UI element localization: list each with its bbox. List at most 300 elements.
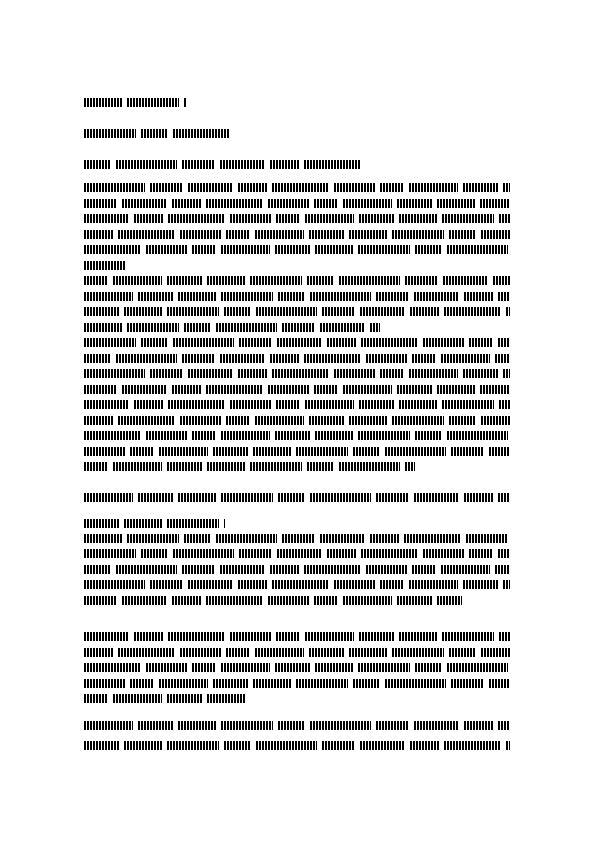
word-glyphs bbox=[376, 721, 409, 730]
word-glyphs bbox=[282, 534, 315, 543]
word-glyphs bbox=[173, 129, 230, 138]
word-glyphs bbox=[409, 183, 458, 192]
word-glyphs bbox=[84, 721, 133, 730]
word-glyphs bbox=[84, 549, 136, 558]
word-glyphs bbox=[349, 648, 387, 657]
word-glyphs bbox=[282, 323, 315, 332]
word-glyphs bbox=[167, 307, 219, 316]
word-glyphs bbox=[270, 565, 299, 574]
word-glyphs bbox=[447, 431, 508, 440]
word-glyphs bbox=[469, 338, 493, 347]
word-glyphs bbox=[385, 679, 446, 688]
word-glyphs bbox=[272, 369, 329, 378]
word-glyphs bbox=[84, 183, 145, 192]
word-glyphs bbox=[415, 431, 442, 440]
word-glyphs bbox=[255, 648, 304, 657]
word-glyphs bbox=[296, 679, 348, 688]
word-glyphs bbox=[255, 230, 304, 239]
word-glyphs bbox=[464, 292, 493, 301]
word-glyphs bbox=[309, 648, 344, 657]
word-glyphs bbox=[113, 462, 162, 471]
text-line bbox=[0, 199, 595, 208]
word-glyphs bbox=[130, 447, 154, 456]
word-glyphs bbox=[216, 534, 277, 543]
word-glyphs bbox=[480, 199, 510, 208]
word-glyphs bbox=[414, 721, 459, 730]
word-glyphs bbox=[122, 199, 167, 208]
word-glyphs bbox=[315, 431, 353, 440]
word-glyphs bbox=[322, 741, 355, 750]
word-glyphs bbox=[392, 648, 444, 657]
word-glyphs bbox=[304, 160, 360, 169]
word-glyphs bbox=[116, 565, 177, 574]
word-glyphs bbox=[84, 276, 108, 285]
word-glyphs bbox=[84, 741, 119, 750]
word-glyphs bbox=[305, 214, 354, 223]
word-glyphs bbox=[320, 323, 365, 332]
word-glyphs bbox=[255, 416, 304, 425]
word-glyphs bbox=[359, 214, 394, 223]
word-glyphs bbox=[84, 385, 117, 394]
word-glyphs bbox=[238, 183, 267, 192]
word-glyphs bbox=[277, 338, 322, 347]
word-glyphs bbox=[464, 721, 493, 730]
word-glyphs bbox=[360, 307, 405, 316]
word-glyphs bbox=[159, 679, 208, 688]
word-glyphs bbox=[315, 663, 353, 672]
word-glyphs bbox=[278, 493, 305, 502]
word-glyphs bbox=[392, 230, 444, 239]
word-glyphs bbox=[84, 663, 141, 672]
word-glyphs bbox=[206, 596, 263, 605]
word-glyphs bbox=[230, 632, 271, 641]
word-glyphs bbox=[334, 183, 375, 192]
word-glyphs bbox=[138, 292, 173, 301]
word-glyphs bbox=[495, 354, 510, 363]
word-glyphs bbox=[122, 385, 167, 394]
word-glyphs bbox=[498, 338, 510, 347]
word-glyphs bbox=[192, 663, 216, 672]
word-glyphs bbox=[451, 679, 484, 688]
word-glyphs bbox=[182, 565, 215, 574]
word-glyphs bbox=[84, 129, 136, 138]
word-glyphs bbox=[84, 98, 122, 107]
text-line bbox=[0, 694, 595, 703]
word-glyphs bbox=[116, 354, 177, 363]
word-glyphs bbox=[253, 679, 291, 688]
word-glyphs bbox=[84, 519, 119, 528]
word-glyphs bbox=[370, 534, 399, 543]
word-glyphs bbox=[380, 369, 404, 378]
word-glyphs bbox=[84, 369, 145, 378]
word-glyphs bbox=[503, 183, 510, 192]
word-glyphs bbox=[206, 199, 263, 208]
word-glyphs bbox=[84, 632, 129, 641]
word-glyphs bbox=[370, 323, 380, 332]
text-line bbox=[0, 679, 595, 688]
word-glyphs bbox=[256, 741, 317, 750]
word-glyphs bbox=[84, 400, 129, 409]
word-glyphs bbox=[444, 307, 501, 316]
word-glyphs bbox=[449, 416, 476, 425]
word-glyphs bbox=[178, 721, 216, 730]
text-line bbox=[0, 632, 595, 641]
word-glyphs bbox=[138, 721, 173, 730]
word-glyphs bbox=[118, 648, 175, 657]
word-glyphs bbox=[167, 741, 219, 750]
word-glyphs bbox=[118, 230, 175, 239]
word-glyphs bbox=[84, 245, 141, 254]
word-glyphs bbox=[124, 307, 162, 316]
word-glyphs bbox=[188, 369, 233, 378]
word-glyphs bbox=[315, 245, 353, 254]
word-glyphs bbox=[349, 230, 387, 239]
word-glyphs bbox=[138, 493, 173, 502]
word-glyphs bbox=[184, 534, 211, 543]
word-glyphs bbox=[84, 694, 108, 703]
word-glyphs bbox=[178, 493, 216, 502]
word-glyphs bbox=[127, 323, 179, 332]
word-glyphs bbox=[310, 292, 371, 301]
text-line bbox=[0, 565, 595, 574]
word-glyphs bbox=[399, 632, 437, 641]
word-glyphs bbox=[366, 565, 407, 574]
word-glyphs bbox=[84, 261, 125, 270]
word-glyphs bbox=[296, 447, 348, 456]
word-glyphs bbox=[238, 369, 267, 378]
word-glyphs bbox=[216, 323, 277, 332]
word-glyphs bbox=[180, 416, 221, 425]
word-glyphs bbox=[366, 354, 407, 363]
word-glyphs bbox=[314, 596, 338, 605]
word-glyphs bbox=[380, 183, 404, 192]
text-line bbox=[0, 98, 595, 107]
word-glyphs bbox=[343, 385, 392, 394]
word-glyphs bbox=[464, 493, 493, 502]
word-glyphs bbox=[150, 183, 183, 192]
word-glyphs bbox=[167, 462, 202, 471]
word-glyphs bbox=[268, 596, 309, 605]
text-line bbox=[0, 369, 595, 378]
word-glyphs bbox=[310, 493, 371, 502]
word-glyphs bbox=[239, 338, 272, 347]
word-glyphs bbox=[327, 549, 356, 558]
word-glyphs bbox=[392, 416, 444, 425]
word-glyphs bbox=[250, 462, 302, 471]
word-glyphs bbox=[334, 580, 375, 589]
word-glyphs bbox=[213, 679, 248, 688]
word-glyphs bbox=[349, 416, 387, 425]
word-glyphs bbox=[84, 214, 129, 223]
word-glyphs bbox=[172, 199, 201, 208]
word-glyphs bbox=[493, 276, 510, 285]
word-glyphs bbox=[84, 230, 113, 239]
word-glyphs bbox=[444, 741, 501, 750]
word-glyphs bbox=[404, 534, 461, 543]
word-glyphs bbox=[466, 534, 507, 543]
word-glyphs bbox=[307, 462, 334, 471]
word-glyphs bbox=[84, 679, 125, 688]
word-glyphs bbox=[224, 519, 225, 528]
word-glyphs bbox=[423, 549, 464, 558]
word-glyphs bbox=[380, 580, 404, 589]
text-line bbox=[0, 519, 595, 528]
word-glyphs bbox=[405, 462, 415, 471]
word-glyphs bbox=[84, 307, 119, 316]
word-glyphs bbox=[405, 276, 438, 285]
word-glyphs bbox=[309, 416, 344, 425]
word-glyphs bbox=[172, 385, 201, 394]
word-glyphs bbox=[343, 596, 392, 605]
word-glyphs bbox=[167, 519, 219, 528]
text-line bbox=[0, 292, 595, 301]
word-glyphs bbox=[499, 400, 510, 409]
word-glyphs bbox=[307, 276, 334, 285]
word-glyphs bbox=[361, 338, 418, 347]
word-glyphs bbox=[167, 694, 202, 703]
word-glyphs bbox=[134, 632, 163, 641]
word-glyphs bbox=[250, 276, 302, 285]
word-glyphs bbox=[220, 160, 265, 169]
word-glyphs bbox=[270, 160, 299, 169]
text-line bbox=[0, 354, 595, 363]
word-glyphs bbox=[412, 565, 436, 574]
word-glyphs bbox=[275, 245, 310, 254]
word-glyphs bbox=[304, 354, 361, 363]
word-glyphs bbox=[159, 447, 208, 456]
word-glyphs bbox=[305, 632, 354, 641]
text-line bbox=[0, 431, 595, 440]
word-glyphs bbox=[113, 276, 162, 285]
word-glyphs bbox=[141, 549, 168, 558]
word-glyphs bbox=[270, 354, 299, 363]
word-glyphs bbox=[221, 292, 273, 301]
word-glyphs bbox=[253, 447, 291, 456]
word-glyphs bbox=[409, 369, 458, 378]
text-line bbox=[0, 549, 595, 558]
word-glyphs bbox=[343, 199, 392, 208]
word-glyphs bbox=[414, 493, 459, 502]
word-glyphs bbox=[180, 648, 221, 657]
word-glyphs bbox=[481, 230, 510, 239]
word-glyphs bbox=[442, 214, 494, 223]
word-glyphs bbox=[495, 565, 510, 574]
word-glyphs bbox=[499, 214, 510, 223]
text-line bbox=[0, 580, 595, 589]
word-glyphs bbox=[118, 416, 175, 425]
word-glyphs bbox=[167, 276, 202, 285]
word-glyphs bbox=[84, 565, 111, 574]
text-line bbox=[0, 183, 595, 192]
word-glyphs bbox=[272, 580, 329, 589]
word-glyphs bbox=[268, 199, 309, 208]
word-glyphs bbox=[221, 493, 273, 502]
word-glyphs bbox=[141, 129, 168, 138]
word-glyphs bbox=[84, 534, 122, 543]
word-glyphs bbox=[127, 98, 179, 107]
word-glyphs bbox=[192, 431, 216, 440]
word-glyphs bbox=[84, 447, 125, 456]
word-glyphs bbox=[309, 230, 344, 239]
word-glyphs bbox=[221, 663, 270, 672]
word-glyphs bbox=[385, 447, 446, 456]
word-glyphs bbox=[84, 323, 122, 332]
word-glyphs bbox=[480, 385, 510, 394]
word-glyphs bbox=[127, 534, 179, 543]
word-glyphs bbox=[334, 369, 375, 378]
word-glyphs bbox=[353, 447, 380, 456]
word-glyphs bbox=[314, 199, 338, 208]
word-glyphs bbox=[173, 549, 234, 558]
text-line bbox=[0, 338, 595, 347]
word-glyphs bbox=[447, 245, 508, 254]
text-line bbox=[0, 447, 595, 456]
word-glyphs bbox=[230, 400, 271, 409]
text-line bbox=[0, 214, 595, 223]
word-glyphs bbox=[469, 549, 493, 558]
word-glyphs bbox=[304, 565, 361, 574]
word-glyphs bbox=[449, 230, 476, 239]
word-glyphs bbox=[503, 580, 510, 589]
word-glyphs bbox=[489, 447, 510, 456]
word-glyphs bbox=[268, 385, 309, 394]
text-line bbox=[0, 160, 595, 169]
word-glyphs bbox=[168, 214, 225, 223]
text-line bbox=[0, 493, 595, 502]
word-glyphs bbox=[360, 741, 405, 750]
word-glyphs bbox=[178, 292, 216, 301]
word-glyphs bbox=[84, 292, 133, 301]
word-glyphs bbox=[358, 663, 410, 672]
word-glyphs bbox=[451, 447, 484, 456]
word-glyphs bbox=[206, 385, 263, 394]
text-line bbox=[0, 276, 595, 285]
word-glyphs bbox=[481, 648, 510, 657]
word-glyphs bbox=[188, 183, 233, 192]
word-glyphs bbox=[278, 292, 305, 301]
word-glyphs bbox=[447, 663, 508, 672]
word-glyphs bbox=[441, 565, 490, 574]
word-glyphs bbox=[226, 416, 250, 425]
text-line bbox=[0, 416, 595, 425]
word-glyphs bbox=[221, 431, 270, 440]
word-glyphs bbox=[275, 431, 310, 440]
word-glyphs bbox=[84, 338, 136, 347]
word-glyphs bbox=[168, 632, 225, 641]
word-glyphs bbox=[506, 741, 510, 750]
word-glyphs bbox=[442, 632, 494, 641]
word-glyphs bbox=[359, 632, 394, 641]
word-glyphs bbox=[503, 369, 510, 378]
word-glyphs bbox=[498, 549, 510, 558]
word-glyphs bbox=[276, 400, 300, 409]
word-glyphs bbox=[399, 400, 437, 409]
word-glyphs bbox=[358, 431, 410, 440]
text-line bbox=[0, 245, 595, 254]
word-glyphs bbox=[116, 160, 177, 169]
word-glyphs bbox=[437, 199, 475, 208]
text-line bbox=[0, 129, 595, 138]
text-line bbox=[0, 261, 595, 270]
word-glyphs bbox=[182, 354, 215, 363]
word-glyphs bbox=[84, 199, 117, 208]
word-glyphs bbox=[415, 245, 442, 254]
word-glyphs bbox=[423, 338, 464, 347]
word-glyphs bbox=[84, 431, 141, 440]
word-glyphs bbox=[339, 462, 400, 471]
word-glyphs bbox=[498, 493, 510, 502]
word-glyphs bbox=[320, 534, 365, 543]
word-glyphs bbox=[272, 183, 329, 192]
word-glyphs bbox=[278, 721, 305, 730]
text-line bbox=[0, 596, 595, 605]
word-glyphs bbox=[84, 160, 111, 169]
word-glyphs bbox=[226, 230, 250, 239]
word-glyphs bbox=[224, 741, 251, 750]
word-glyphs bbox=[146, 245, 187, 254]
word-glyphs bbox=[481, 416, 510, 425]
word-glyphs bbox=[410, 741, 439, 750]
word-glyphs bbox=[84, 462, 108, 471]
word-glyphs bbox=[397, 596, 432, 605]
word-glyphs bbox=[275, 663, 310, 672]
word-glyphs bbox=[146, 663, 187, 672]
word-glyphs bbox=[220, 565, 265, 574]
word-glyphs bbox=[192, 245, 216, 254]
word-glyphs bbox=[207, 276, 245, 285]
word-glyphs bbox=[124, 519, 162, 528]
word-glyphs bbox=[397, 385, 432, 394]
word-glyphs bbox=[322, 307, 355, 316]
word-glyphs bbox=[239, 549, 272, 558]
text-line bbox=[0, 534, 595, 543]
word-glyphs bbox=[414, 292, 459, 301]
text-line bbox=[0, 741, 595, 750]
word-glyphs bbox=[359, 400, 394, 409]
word-glyphs bbox=[376, 493, 409, 502]
word-glyphs bbox=[463, 369, 498, 378]
word-glyphs bbox=[498, 721, 510, 730]
word-glyphs bbox=[221, 721, 273, 730]
word-glyphs bbox=[314, 385, 338, 394]
word-glyphs bbox=[221, 245, 270, 254]
word-glyphs bbox=[220, 354, 265, 363]
word-glyphs bbox=[207, 694, 245, 703]
text-line bbox=[0, 400, 595, 409]
word-glyphs bbox=[415, 663, 442, 672]
text-line bbox=[0, 230, 595, 239]
word-glyphs bbox=[506, 307, 510, 316]
word-glyphs bbox=[361, 549, 418, 558]
text-line bbox=[0, 663, 595, 672]
word-glyphs bbox=[113, 694, 162, 703]
word-glyphs bbox=[238, 580, 267, 589]
word-glyphs bbox=[277, 549, 322, 558]
word-glyphs bbox=[443, 276, 488, 285]
word-glyphs bbox=[449, 648, 476, 657]
word-glyphs bbox=[130, 679, 154, 688]
word-glyphs bbox=[134, 400, 163, 409]
word-glyphs bbox=[188, 580, 233, 589]
word-glyphs bbox=[124, 741, 162, 750]
word-glyphs bbox=[146, 431, 187, 440]
word-glyphs bbox=[276, 632, 300, 641]
word-glyphs bbox=[84, 493, 133, 502]
word-glyphs bbox=[150, 369, 183, 378]
word-glyphs bbox=[339, 276, 400, 285]
word-glyphs bbox=[226, 648, 250, 657]
word-glyphs bbox=[499, 632, 510, 641]
